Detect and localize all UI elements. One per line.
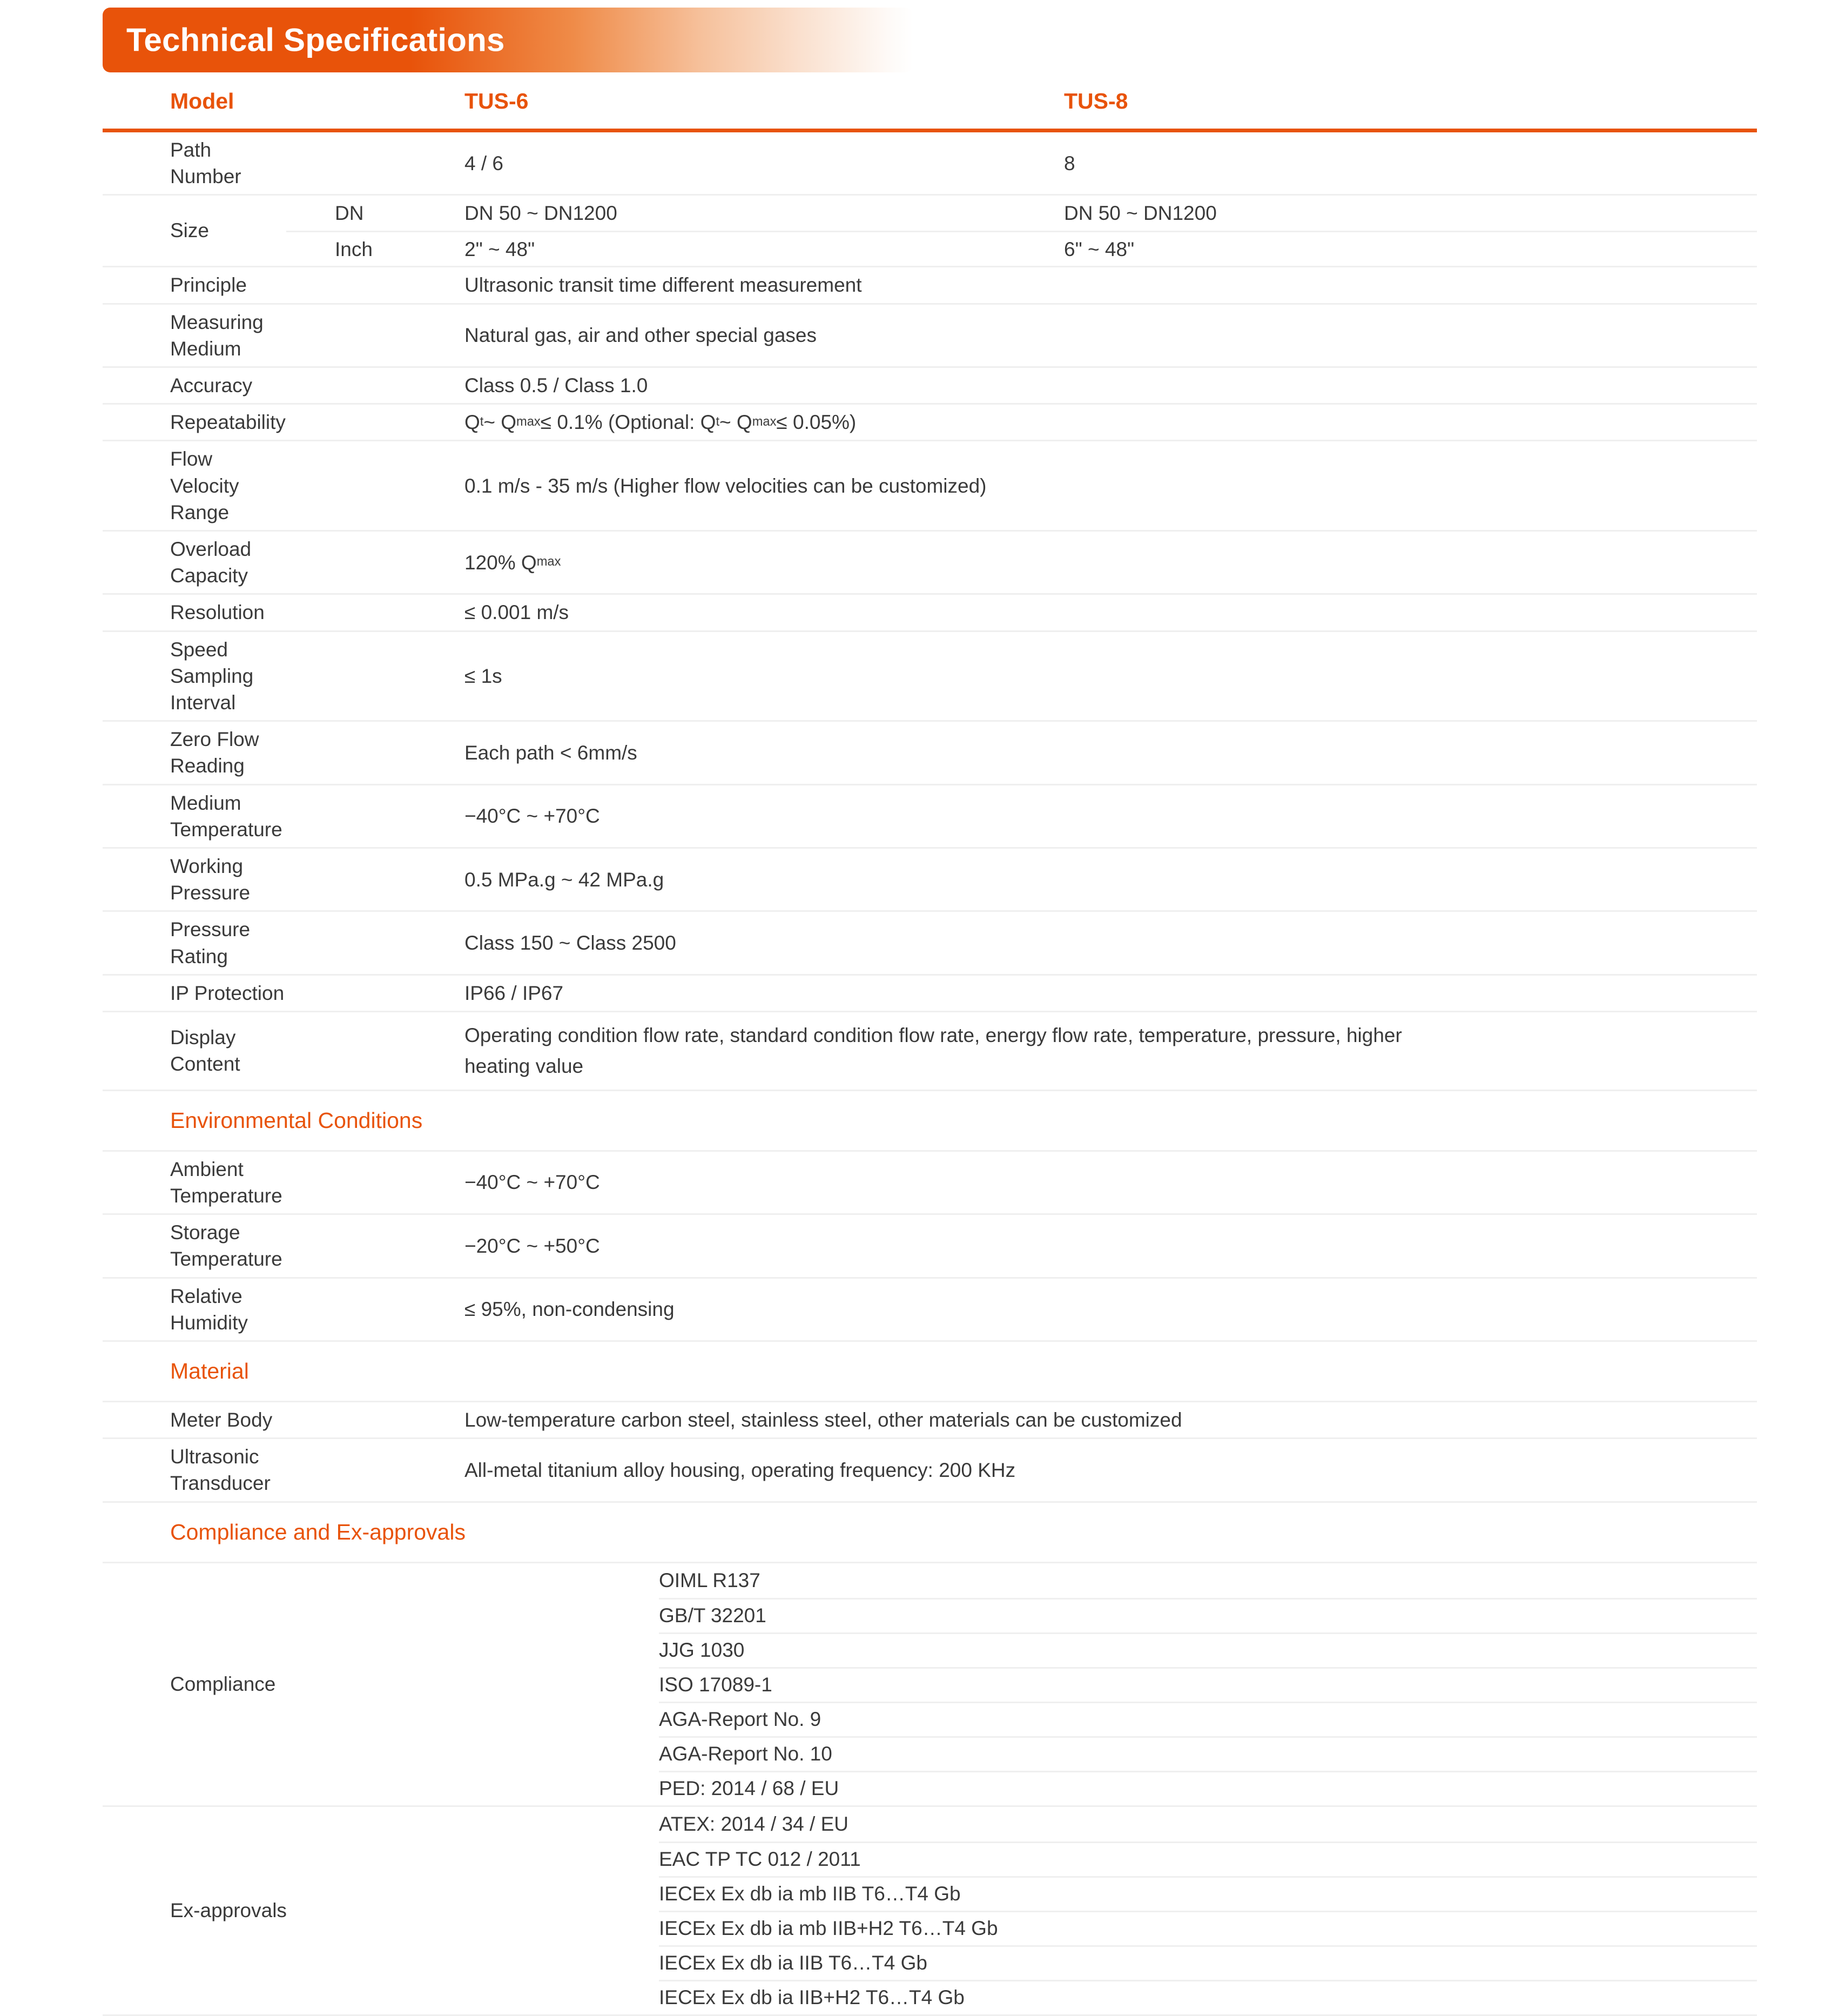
row-sublabel-empty [286,305,464,366]
table-row [103,405,1757,441]
row-sublabel-empty [286,1279,464,1340]
table-row [103,1279,1757,1342]
table-row [286,231,1757,266]
row-label-path-number: Path Number [170,139,241,188]
list-item: IECEx Ex db ia mb IIB T6…T4 Gb [659,1876,1757,1911]
table-row [103,632,1757,722]
row-value-ultrasonic-transducer: All-metal titanium alloy housing, operating frequency: 200 KHz [464,1459,1016,1481]
row-value-tus8-path-number: 8 [1064,152,1075,174]
table-row [103,1152,1757,1215]
row-value-storage-temperature: −20°C ~ +50°C [464,1234,600,1257]
row-value-measuring-medium: Natural gas, air and other special gases [464,324,817,347]
table-row-group-ex-approvals [103,1807,1757,2016]
row-sublabel-empty [286,1402,464,1437]
table-row [286,196,1757,231]
row-sublabel-empty [286,1215,464,1276]
table-row [103,722,1757,785]
row-label-meter-body: Meter Body [170,1408,273,1431]
table-row [103,132,1757,196]
row-label-zero-flow-reading: Zero Flow Reading [170,728,259,777]
row-sublabel-empty [286,267,464,303]
row-value-repeatability: Q t ~ Q max ≤ 0.1% (Optional: Q t ~ Q max ≤ 0.05%) [464,411,857,434]
row-value-tus6-inch: 2" ~ 48" [464,238,535,260]
list-item: ATEX: 2014 / 34 / EU [659,1812,848,1835]
list-item: IECEx Ex db ia IIB T6…T4 Gb [659,1945,1757,1980]
page-title: Technical Specifications [126,22,505,58]
row-value-overload-capacity: 120% Q max [464,551,561,574]
row-label-relative-humidity: Relative Humidity [170,1285,248,1334]
row-value-meter-body: Low-temperature carbon steel, stainless steel, other materials can be customized [464,1408,1182,1431]
section-header-compliance-and-ex-approvals [103,1503,1757,1563]
table-header-tus6: TUS-6 [464,89,529,113]
ex-approvals-item-list [659,1807,1757,2014]
section-title: Compliance and Ex-approvals [170,1519,466,1544]
section-title: Environmental Conditions [170,1107,423,1133]
table-row [103,267,1757,304]
row-label-compliance: Compliance [170,1672,276,1695]
row-sublabel-empty [286,976,464,1011]
row-label-ambient-temperature: Ambient Temperature [170,1158,282,1207]
row-sublabel-empty [286,441,464,530]
row-sublabel-empty [286,595,464,630]
row-value-accuracy: Class 0.5 / Class 1.0 [464,374,648,397]
row-label-display-content: Display Content [170,1026,240,1076]
table-row [103,976,1757,1012]
row-value-zero-flow-reading: Each path < 6mm/s [464,741,637,764]
table-row [103,305,1757,368]
list-item: ISO 17089-1 [659,1667,1757,1702]
row-label-size: Size [170,219,209,242]
table-header-spacer [286,86,464,129]
table-row [103,912,1757,975]
row-value-tus6-path-number: 4 / 6 [464,152,503,174]
list-item: EAC TP TC 012 / 2011 [659,1842,1757,1876]
compliance-item-list [659,1563,1757,1805]
row-label-ex-approvals: Ex-approvals [170,1899,287,1921]
row-value-tus8-inch: 6" ~ 48" [1064,238,1135,260]
row-sublabel-dn: DN [335,202,364,225]
row-value-tus8-dn: DN 50 ~ DN1200 [1064,202,1217,225]
row-label-ip-protection: IP Protection [170,982,285,1004]
row-value-principle: Ultrasonic transit time different measurement [464,274,862,297]
row-label-pressure-rating: Pressure Rating [170,918,251,967]
table-row [103,1215,1757,1278]
table-row [103,1402,1757,1439]
row-label-resolution: Resolution [170,601,265,624]
table-header-row [103,86,1757,132]
row-label-repeatability: Repeatability [170,411,286,434]
row-sublabel-empty [286,849,464,910]
row-label-medium-temperature: Medium Temperature [170,791,282,841]
row-value-speed-sampling-interval: ≤ 1s [464,664,502,687]
row-value-relative-humidity: ≤ 95%, non-condensing [464,1298,675,1321]
list-item: PED: 2014 / 68 / EU [659,1771,1757,1805]
row-value-resolution: ≤ 0.001 m/s [464,601,569,624]
table-row [103,849,1757,912]
row-value-medium-temperature: −40°C ~ +70°C [464,805,600,828]
row-value-working-pressure: 0.5 MPa.g ~ 42 MPa.g [464,868,664,891]
list-item: AGA-Report No. 9 [659,1702,1757,1736]
row-sublabel-empty [286,405,464,440]
list-item: AGA-Report No. 10 [659,1736,1757,1771]
size-subrows [286,196,1757,266]
section-title: Material [170,1358,249,1383]
row-sublabel-empty [286,722,464,783]
row-sublabel-empty [286,632,464,721]
row-label-overload-capacity: Overload Capacity [170,538,252,587]
list-item: GB/T 32201 [659,1598,1757,1632]
list-item: IECEx Ex db ia mb IIB+H2 T6…T4 Gb [659,1911,1757,1945]
table-header-model: Model [170,89,234,113]
row-sublabel-empty [286,368,464,403]
table-row [103,785,1757,849]
row-sublabel-empty [286,1439,464,1501]
row-label-working-pressure: Working Pressure [170,855,251,904]
table-row [103,441,1757,532]
row-value-tus6-dn: DN 50 ~ DN1200 [464,202,617,225]
row-label-accuracy: Accuracy [170,374,253,397]
technical-specifications-table [103,86,1757,2016]
row-label-flow-velocity-range: Flow Velocity Range [170,448,239,523]
table-row [103,595,1757,631]
table-header-tus8: TUS-8 [1064,89,1128,113]
table-row-group-compliance [103,1563,1757,1807]
list-item: OIML R137 [659,1569,760,1591]
list-item: JJG 1030 [659,1632,1757,1667]
row-sublabel-empty [286,132,464,194]
table-row [103,368,1757,405]
row-label-storage-temperature: Storage Temperature [170,1221,282,1271]
page-header-banner [103,8,913,72]
list-item: IECEx Ex db ia IIB+H2 T6…T4 Gb [659,1980,1757,2014]
row-value-display-content: Operating condition flow rate, standard condition flow rate, energy flow rate, temperature, pressure, higher heating value [464,1024,1402,1078]
row-value-ip-protection: IP66 / IP67 [464,982,564,1004]
table-row-group-size [103,196,1757,267]
row-value-flow-velocity-range: 0.1 m/s - 35 m/s (Higher flow velocities can be customized) [464,474,987,497]
row-sublabel-empty [286,1152,464,1213]
row-value-pressure-rating: Class 150 ~ Class 2500 [464,932,676,955]
row-sublabel-empty [286,532,464,593]
row-label-principle: Principle [170,274,247,297]
row-sublabel-empty [286,912,464,973]
row-label-ultrasonic-transducer: Ultrasonic Transducer [170,1446,271,1495]
section-header-material [103,1342,1757,1402]
row-label-speed-sampling-interval: Speed Sampling Interval [170,638,254,714]
row-sublabel-empty [286,1012,464,1090]
row-value-ambient-temperature: −40°C ~ +70°C [464,1171,600,1194]
row-sublabel-inch: Inch [335,238,373,260]
row-sublabel-empty [286,785,464,847]
table-row [103,1439,1757,1502]
section-header-environmental-conditions [103,1091,1757,1152]
table-row [103,532,1757,595]
table-row [103,1012,1757,1091]
row-label-measuring-medium: Measuring Medium [170,311,264,360]
